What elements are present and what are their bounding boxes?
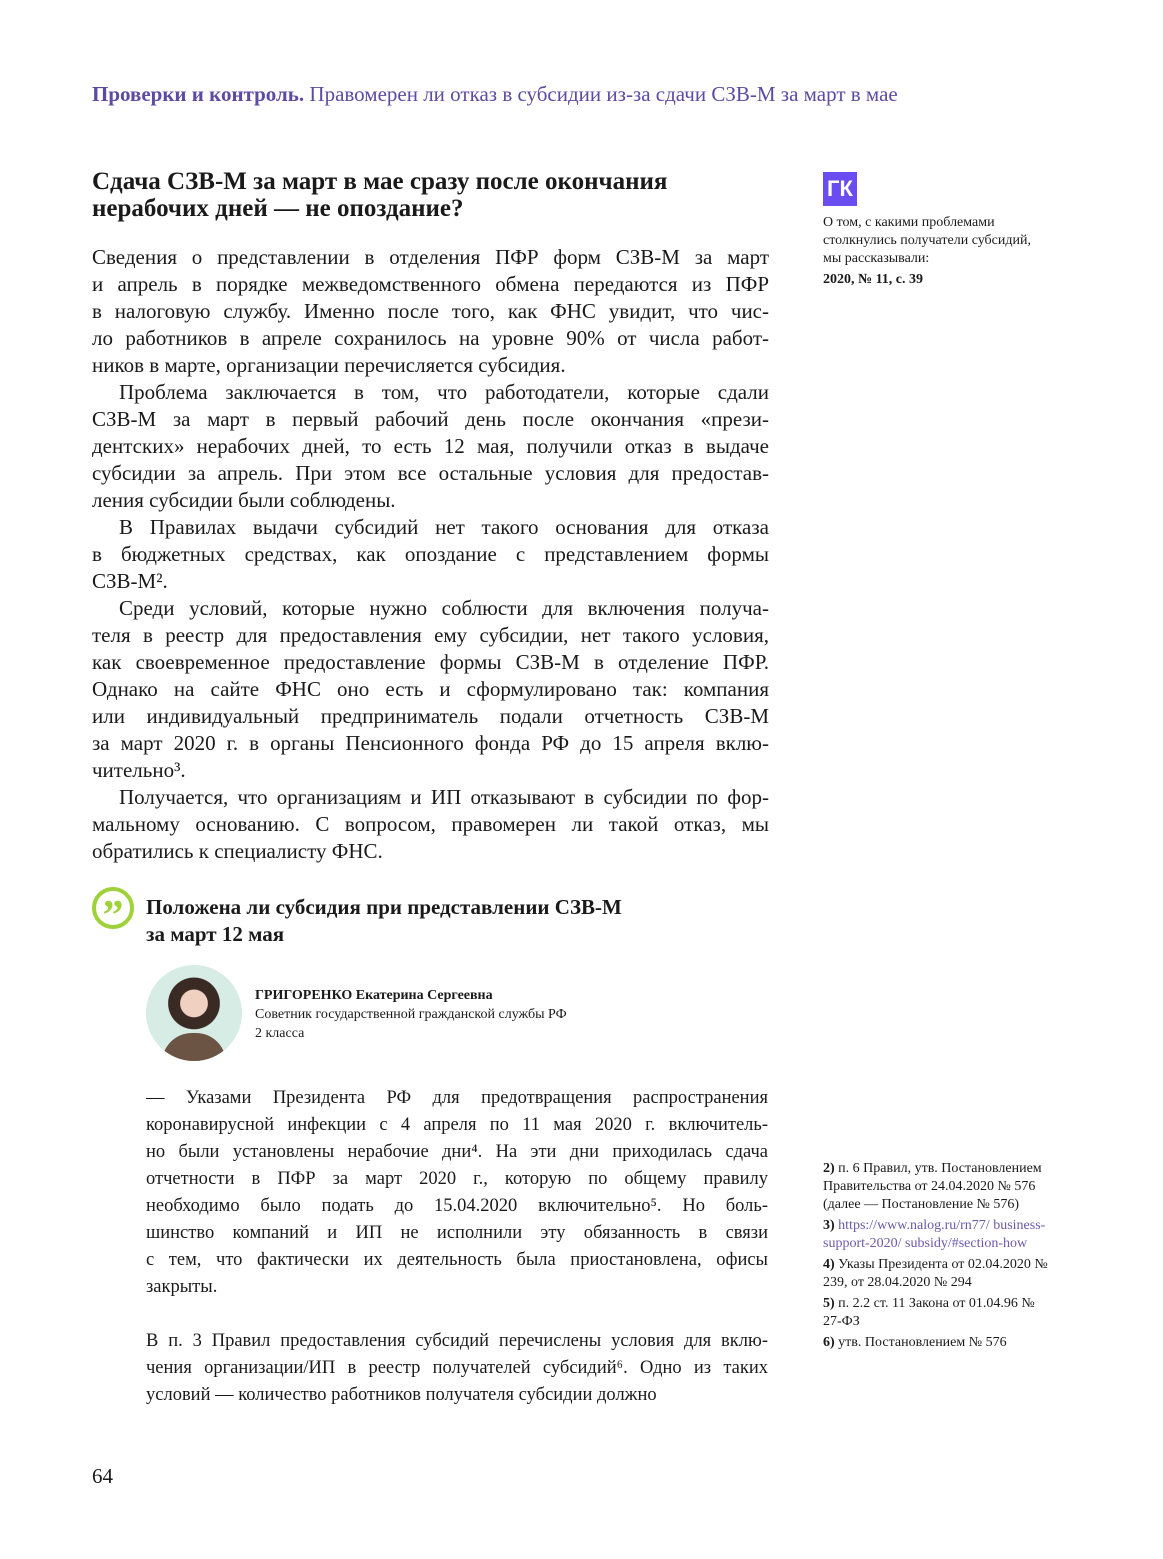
text-line: закрыты.: [146, 1277, 218, 1297]
footnote-number: 6): [823, 1335, 835, 1350]
text-line: за март 2020 г. в органы Пенсионного фонда РФ до 15 апреля вклю-: [92, 731, 769, 755]
text-line: в бюджетных средствах, как опоздание с представлением формы: [92, 542, 769, 566]
expert-info: [255, 986, 567, 1043]
main-text: [92, 244, 769, 865]
page-number: 64: [92, 1464, 113, 1488]
text-line: — Указами Президента РФ для предотвращения распространения: [146, 1088, 768, 1108]
avatar: [146, 965, 242, 1061]
footnote-text: Указы Президента от 02.04.2020 № 239, от 28.04.2020 № 294: [823, 1257, 1048, 1290]
sidebar-text: О том, с какими проблемами столкнулись получатели субсидий, мы рассказывали:: [823, 215, 1031, 266]
text-line: но были установлены нерабочие дни⁴. На эти дни приходилась сдача: [146, 1142, 768, 1162]
footnotes: [823, 1160, 1053, 1355]
gk-logo-icon: ГК: [823, 172, 857, 206]
quote-title-line: Положена ли субсидия при представлении СЗВ-М: [146, 895, 622, 919]
text-line: и апрель в порядке межведомственного обмена передаются из ПФР: [92, 272, 769, 296]
expert-position: Советник государственной гражданской службы РФ: [255, 1007, 567, 1022]
article-title: [92, 168, 782, 222]
text-line: шинство компаний и ИП не исполнили эту обязанность в связи: [146, 1223, 768, 1243]
section-name: Проверки и контроль.: [92, 82, 305, 106]
footnote-text: п. 6 Правил, утв. Постановлением Правительства от 24.04.2020 № 576 (далее — Постановление № 576): [823, 1161, 1042, 1212]
text-line: Проблема заключается в том, что работодатели, которые сдали: [119, 380, 769, 404]
text-line: Получается, что организациям и ИП отказывают в субсидии по фор-: [119, 785, 769, 809]
text-line: СЗВ-М за март в первый рабочий день после окончания «прези-: [92, 407, 769, 431]
answer-paragraph: [146, 1085, 768, 1301]
answer-paragraph: [146, 1328, 768, 1409]
text-line: или индивидуальный предприниматель подали отчетность СЗВ-М: [92, 704, 769, 728]
text-line: мальному основанию. С вопросом, правомерен ли такой отказ, мы: [92, 812, 769, 836]
footnote-number: 3): [823, 1218, 835, 1233]
text-line: В п. 3 Правил предоставления субсидий перечислены условия для вклю-: [146, 1331, 768, 1351]
footnote: [823, 1295, 1053, 1331]
footnote: [823, 1256, 1053, 1292]
text-line: как своевременное предоставление формы СЗВ-М в отделение ПФР.: [92, 650, 769, 674]
text-line: коронавирусной инфекции с 4 апреля по 11 мая 2020 г. включитель-: [146, 1115, 768, 1135]
text-line: ло работников в апреле сохранилось на уровне 90% от числа работ-: [92, 326, 769, 350]
footnote-number: 5): [823, 1296, 835, 1311]
text-line: ления субсидии были соблюдены.: [92, 488, 396, 512]
text-line: Сведения о представлении в отделения ПФР форм СЗВ-М за март: [92, 245, 769, 269]
text-line: СЗВ-М².: [92, 569, 168, 593]
quote-title: [146, 894, 622, 948]
text-line: в налоговую службу. Именно после того, как ФНС увидит, что чис-: [92, 299, 769, 323]
text-line: условий — количество работников получателя субсидии должно: [146, 1385, 657, 1405]
article-name: Правомерен ли отказ в субсидии из-за сдачи СЗВ-М за март в мае: [309, 82, 898, 106]
sidebar-note: [823, 172, 1043, 288]
footnote-number: 2): [823, 1161, 835, 1176]
footnote-link[interactable]: https://www.nalog.ru/rn77/ business-support-2020/ subsidy/#section-how: [823, 1218, 1046, 1251]
text-line: необходимо было подать до 15.04.2020 включительно⁵. Но боль-: [146, 1196, 768, 1216]
expert-name: ГРИГОРЕНКО Екатерина Сергеевна: [255, 988, 493, 1003]
text-line: отчетности в ПФР за март 2020 г., которую по общему правилу: [146, 1169, 768, 1189]
text-line: субсидии за апрель. При этом все остальные условия для предостав-: [92, 461, 769, 485]
expert-position: 2 класса: [255, 1026, 305, 1041]
text-line: В Правилах выдачи субсидий нет такого основания для отказа: [119, 515, 769, 539]
title-line: нерабочих дней — не опоздание?: [92, 195, 464, 222]
footnote-text: п. 2.2 ст. 11 Закона от 01.04.96 № 27-ФЗ: [823, 1296, 1035, 1329]
text-line: дентских» нерабочих дней, то есть 12 мая, получили отказ в выдаче: [92, 434, 769, 458]
footnote-number: 4): [823, 1257, 835, 1272]
running-header: [92, 82, 898, 107]
sidebar-reference[interactable]: 2020, № 11, с. 39: [823, 272, 924, 287]
footnote: [823, 1217, 1053, 1253]
text-line: Однако на сайте ФНС оно есть и сформулировано так: компания: [92, 677, 769, 701]
title-line: Сдача СЗВ-М за март в мае сразу после окончания: [92, 168, 668, 195]
text-line: чения организации/ИП в реестр получателей субсидий⁶. Одно из таких: [146, 1358, 768, 1378]
footnote-text: утв. Постановлением № 576: [838, 1335, 1007, 1350]
text-line: с тем, что фактически их деятельность была приостановлена, офисы: [146, 1250, 768, 1270]
text-line: ников в марте, организации перечисляется субсидия.: [92, 353, 566, 377]
footnote: [823, 1334, 1053, 1352]
footnote: [823, 1160, 1053, 1214]
text-line: Среди условий, которые нужно соблюсти для включения получа-: [119, 596, 769, 620]
text-line: обратились к специалисту ФНС.: [92, 839, 383, 863]
quote-title-line: за март 12 мая: [146, 922, 285, 946]
quote-icon: ”: [92, 887, 134, 929]
text-line: чительно³.: [92, 758, 186, 782]
text-line: теля в реестр для предоставления ему субсидии, нет такого условия,: [92, 623, 769, 647]
